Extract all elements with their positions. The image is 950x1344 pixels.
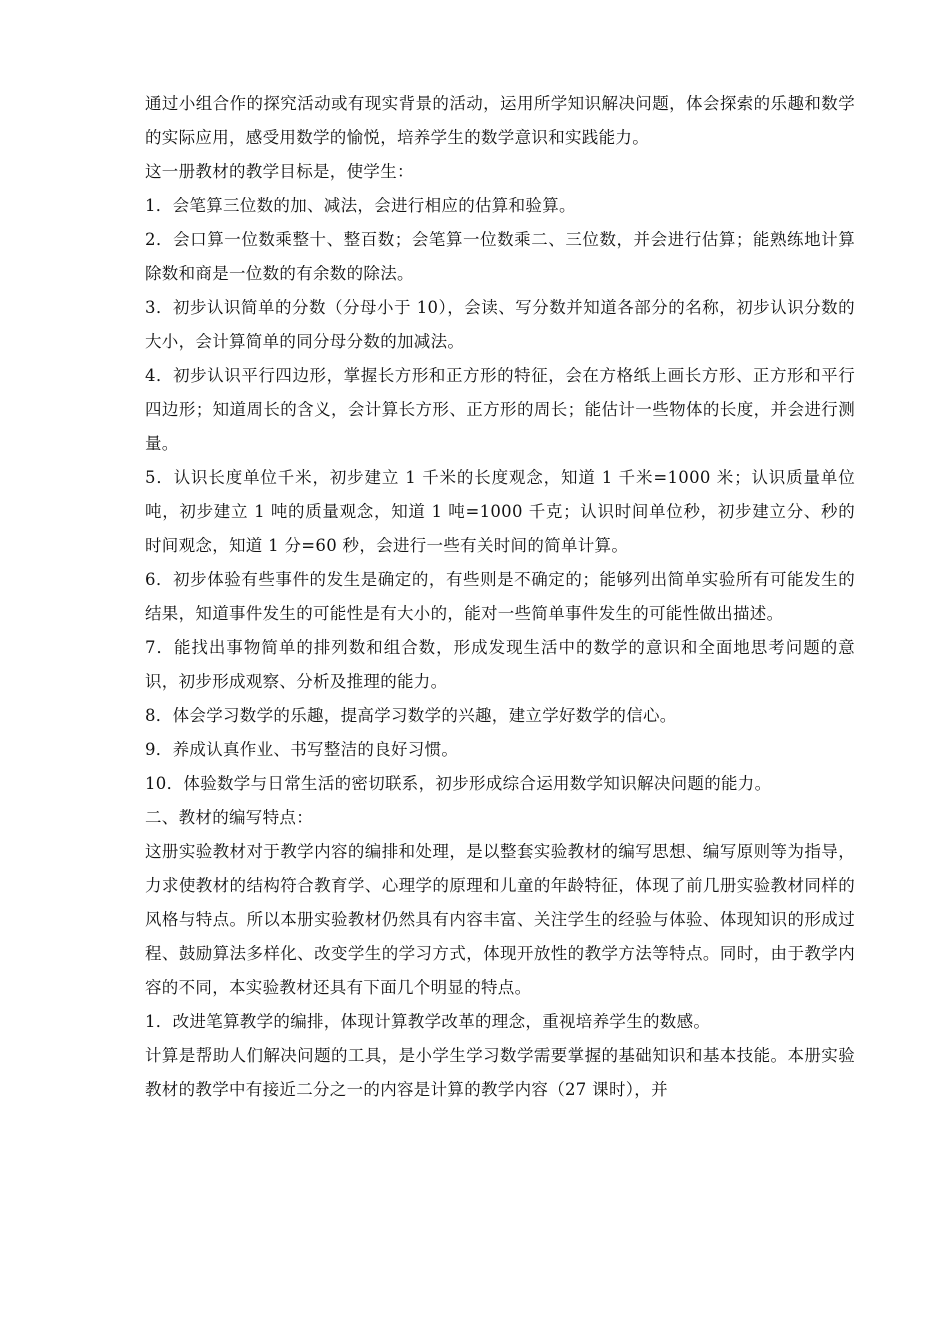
paragraph-goals-heading: 这一册教材的教学目标是，使学生： [145,162,414,181]
goal-item-4: 4．初步认识平行四边形，掌握长方形和正方形的特征，会在方格纸上画长方形、正方形和平行四边形；知道周长的含义，会计算长方形、正方形的周长；能估计一些物体的长度，并会进行测量。 [145,366,855,453]
paragraph-intro-continued: 通过小组合作的探究活动或有现实背景的活动，运用所学知识解决问题，体会探索的乐趣和数学的实际应用，感受用数学的愉悦，培养学生的数学意识和实践能力。 [145,94,855,147]
paragraph-calculation: 计算是帮助人们解决问题的工具，是小学生学习数学需要掌握的基础知识和基本技能。本册实验教材的教学中有接近二分之一的内容是计算的教学内容（27 课时），并 [145,1046,855,1099]
section-heading-features: 二、教材的编写特点： [145,808,313,827]
feature-item-1: 1．改进笔算教学的编排，体现计算教学改革的理念，重视培养学生的数感。 [145,1012,711,1031]
goal-item-5: 5．认识长度单位千米，初步建立 1 千米的长度观念，知道 1 千米=1000 米；认识质量单位吨，初步建立 1 吨的质量观念，知道 1 吨=1000 千克；认识时间单位秒，初步建立分、秒的时间观念，知道 1 分=60 秒，会进行一些有关时间的简单计算。 [145,468,855,555]
paragraph-features-overview: 这册实验教材对于教学内容的编排和处理，是以整套实验教材的编写思想、编写原则等为指导，力求使教材的结构符合教育学、心理学的原理和儿童的年龄特征，体现了前几册实验教材同样的风格与特点。所以本册实验教材仍然具有内容丰富、关注学生的经验与体验、体现知识的形成过程、鼓励算法多样化、改变学生的学习方式，体现开放性的教学方法等特点。同时，由于教学内容的不同，本实验教材还具有下面几个明显的特点。 [145,842,855,997]
goal-item-10: 10．体验数学与日常生活的密切联系，初步形成综合运用数学知识解决问题的能力。 [145,774,772,793]
document-page [145,87,855,1107]
goal-item-3: 3．初步认识简单的分数（分母小于 10），会读、写分数并知道各部分的名称，初步认识分数的大小，会计算简单的同分母分数的加减法。 [145,298,855,351]
goal-item-9: 9．养成认真作业、书写整洁的良好习惯。 [145,740,459,759]
goal-item-2: 2．会口算一位数乘整十、整百数；会笔算一位数乘二、三位数，并会进行估算；能熟练地计算除数和商是一位数的有余数的除法。 [145,230,855,283]
goal-item-7: 7．能找出事物简单的排列数和组合数，形成发现生活中的数学的意识和全面地思考问题的意识，初步形成观察、分析及推理的能力。 [145,638,855,691]
goal-item-6: 6．初步体验有些事件的发生是确定的，有些则是不确定的；能够列出简单实验所有可能发生的结果，知道事件发生的可能性是有大小的，能对一些简单事件发生的可能性做出描述。 [145,570,855,623]
goal-item-8: 8．体会学习数学的乐趣，提高学习数学的兴趣，建立学好数学的信心。 [145,706,677,725]
goal-item-1: 1．会笔算三位数的加、减法，会进行相应的估算和验算。 [145,196,576,215]
